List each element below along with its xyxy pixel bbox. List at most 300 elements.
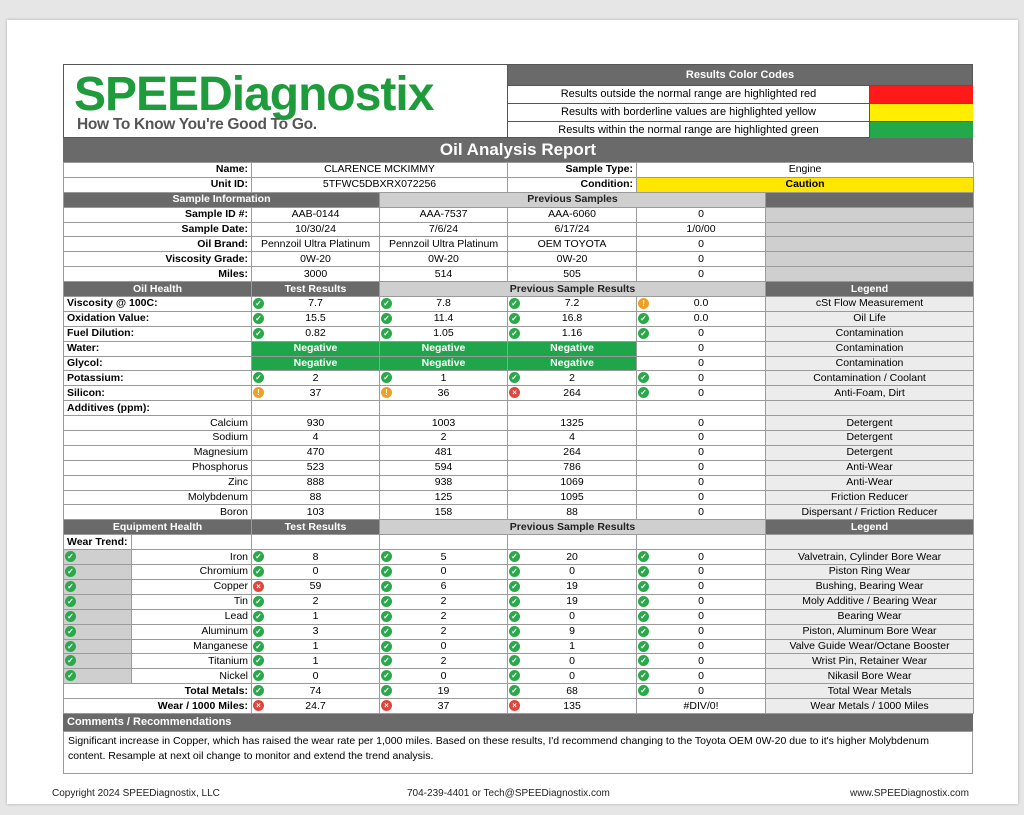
color-codes-panel	[508, 64, 973, 138]
additive-label-text: Magnesium	[193, 446, 249, 459]
sample-field-label	[64, 207, 252, 222]
sample-info-row	[64, 237, 974, 252]
sample-info-title-text: Sample Information	[172, 193, 271, 206]
sample-field-label-text: Sample ID #:	[184, 208, 249, 221]
metal-label-text: Titanium	[208, 654, 249, 667]
check-circle-icon: ✓	[253, 566, 264, 577]
metal-row	[64, 579, 974, 594]
legend-text	[766, 356, 974, 371]
legend-text-text: Contamination	[835, 357, 904, 370]
wear_rate-value	[380, 699, 508, 714]
metal-value	[637, 594, 766, 609]
legend-text-text: Anti-Wear	[846, 461, 893, 474]
oil-metric-value-text: 1.05	[433, 327, 454, 340]
sample-info-row	[64, 207, 974, 222]
metal-label-text: Chromium	[199, 565, 249, 578]
warning-circle-icon: !	[381, 387, 392, 398]
legend-text	[766, 445, 974, 460]
additive-label-text: Phosphorus	[191, 461, 249, 474]
check-circle-icon: ✓	[381, 328, 392, 339]
additive-value-text: 0	[698, 491, 704, 504]
oil-health-row	[64, 341, 974, 356]
wear_rate-label	[64, 699, 252, 714]
metal-label	[132, 565, 252, 580]
additive-value	[637, 460, 766, 475]
metal-value-text: 8	[312, 550, 319, 563]
oil-metric-value-text: Negative	[421, 342, 466, 355]
footer-copyright: Copyright 2024 SPEEDiagnostix, LLC	[52, 788, 220, 799]
wear-trend-row	[64, 535, 974, 550]
metal-value	[508, 594, 637, 609]
additive-value-text: 125	[434, 491, 453, 504]
sample-field-value	[252, 252, 380, 267]
metal-value	[637, 654, 766, 669]
info-row	[64, 177, 974, 192]
total-value	[508, 684, 637, 699]
metal-label	[132, 624, 252, 639]
additive-value-text: 594	[434, 461, 453, 474]
additive-value	[508, 490, 637, 505]
previous-samples-title	[380, 192, 766, 207]
oil-metric-value-text: 36	[437, 386, 450, 399]
legend-text-text: Moly Additive / Bearing Wear	[802, 595, 937, 608]
additives-label	[64, 401, 252, 416]
sample-field-value-text: 0	[698, 252, 704, 265]
check-circle-icon: ✓	[509, 581, 520, 592]
legend-text	[766, 684, 974, 699]
metal-value	[380, 669, 508, 684]
metal-value-text: 3	[312, 625, 319, 638]
blank-cell	[766, 401, 974, 416]
additive-value-text: 88	[566, 505, 578, 518]
additive-value-text: 0	[698, 505, 704, 518]
additive-value-text: 481	[434, 446, 453, 459]
metal-value	[508, 565, 637, 580]
oil-metric-label	[64, 341, 252, 356]
trend-status	[64, 654, 132, 669]
trend-status	[64, 565, 132, 580]
oil-metric-label-text: Fuel Dilution:	[67, 327, 135, 340]
oil-metric-value	[380, 311, 508, 326]
results-table	[63, 162, 974, 714]
check-circle-icon: ✓	[509, 626, 520, 637]
color-code-text: Results within the normal range are highlighted green	[558, 124, 819, 136]
sample-field-value-text: AAA-6060	[548, 208, 596, 221]
oil-metric-value	[508, 386, 637, 401]
sample-field-value-text: 0W-20	[428, 252, 459, 265]
metal-value-text: 2	[312, 595, 319, 608]
check-circle-icon: ✓	[253, 313, 264, 324]
check-circle-icon: ✓	[381, 655, 392, 666]
metal-row	[64, 669, 974, 684]
additive-value	[252, 431, 380, 446]
legend-text-text: Valvetrain, Cylinder Bore Wear	[797, 550, 942, 563]
legend-text	[766, 565, 974, 580]
additive-row	[64, 445, 974, 460]
metal-row	[64, 565, 974, 580]
wear_rate-value	[252, 699, 380, 714]
additive-value	[508, 475, 637, 490]
check-circle-icon: ✓	[65, 566, 76, 577]
check-circle-icon: ✓	[638, 566, 649, 577]
sample-field-value-text: AAA-7537	[419, 208, 468, 221]
total-value	[637, 684, 766, 699]
metal-row	[64, 594, 974, 609]
oil-metric-value-text: 2	[312, 371, 319, 384]
metal-label	[132, 579, 252, 594]
blank-cell	[766, 535, 974, 550]
metal-value	[637, 624, 766, 639]
wear-trend-label	[64, 535, 132, 550]
metal-value-text: 59	[309, 580, 322, 593]
check-circle-icon: ✓	[381, 313, 392, 324]
metal-value-text: 0	[312, 669, 319, 682]
additive-value	[508, 431, 637, 446]
legend-text	[766, 609, 974, 624]
check-circle-icon: ✓	[638, 387, 649, 398]
additive-value	[380, 490, 508, 505]
metal-value	[252, 624, 380, 639]
metal-row	[64, 654, 974, 669]
legend-title-text: Legend	[850, 520, 889, 533]
color-code-text: Results outside the normal range are highlighted red	[560, 88, 817, 100]
condition-label-text: Condition:	[580, 178, 634, 191]
legend-text-text: Piston Ring Wear	[828, 565, 911, 578]
oil-metric-label	[64, 297, 252, 312]
check-circle-icon: ✓	[509, 328, 520, 339]
check-circle-icon: ✓	[381, 611, 392, 622]
additive-row	[64, 460, 974, 475]
sample-field-value-text: OEM TOYOTA	[537, 237, 607, 250]
color-code-swatch	[869, 86, 973, 103]
legend-text-text: cSt Flow Measurement	[815, 297, 924, 310]
metal-row	[64, 624, 974, 639]
metal-value-text: 0	[698, 669, 704, 682]
metal-label-text: Aluminum	[201, 625, 249, 638]
additive-label-text: Molybdenum	[187, 491, 249, 504]
error-circle-icon: ×	[253, 700, 264, 711]
condition-value	[637, 177, 974, 192]
oil-metric-value	[637, 371, 766, 386]
oil-metric-value-text: 1.16	[561, 327, 583, 340]
check-circle-icon: ✓	[65, 641, 76, 652]
legend-text	[766, 326, 974, 341]
metal-value-text: 2	[440, 654, 447, 667]
oil-metric-value-text: Negative	[293, 342, 338, 355]
legend-title-text: Legend	[850, 282, 889, 295]
equipment-health-title-text: Equipment Health	[112, 520, 203, 533]
metal-value	[380, 609, 508, 624]
metal-value-text: 0	[312, 565, 319, 578]
equipment-health-title	[64, 520, 252, 535]
previous-results-title-text: Previous Sample Results	[509, 282, 636, 295]
oil-metric-value-text: Negative	[293, 357, 338, 370]
wear_rate-value	[637, 699, 766, 714]
metal-value-text: 0	[698, 580, 704, 593]
additive-value	[252, 416, 380, 431]
additive-value	[637, 505, 766, 520]
metal-value	[637, 550, 766, 565]
sample-field-value	[380, 237, 508, 252]
oil-metric-label	[64, 386, 252, 401]
metal-value	[508, 609, 637, 624]
oil-metric-value	[252, 386, 380, 401]
legend-text-text: Piston, Aluminum Bore Wear	[802, 625, 937, 638]
sample-info-row	[64, 252, 974, 267]
oil-metric-value-text: 0.0	[693, 297, 709, 310]
total-label-text: Total Metals:	[184, 684, 249, 697]
additive-value	[380, 445, 508, 460]
check-circle-icon: ✓	[381, 551, 392, 562]
additive-value	[508, 445, 637, 460]
legend-text	[766, 579, 974, 594]
check-circle-icon: ✓	[638, 313, 649, 324]
color-code-row	[508, 85, 972, 103]
additive-value-text: 158	[434, 505, 453, 518]
blank-cell	[766, 237, 974, 252]
legend-text-text: Bearing Wear	[837, 610, 902, 623]
color-code-text: Results with borderline values are highlighted yellow	[561, 106, 816, 118]
metal-value-text: 2	[440, 595, 447, 608]
check-circle-icon: ✓	[253, 626, 264, 637]
check-circle-icon: ✓	[381, 581, 392, 592]
metal-value	[252, 639, 380, 654]
additive-label	[64, 416, 252, 431]
trend-status	[64, 594, 132, 609]
metal-value	[508, 579, 637, 594]
metal-value	[380, 594, 508, 609]
oil-metric-value	[637, 326, 766, 341]
unit-value-text: 5TFWC5DBXRX072256	[322, 178, 437, 191]
metal-label	[132, 669, 252, 684]
additive-value	[252, 475, 380, 490]
oil-metric-value-text: 264	[563, 386, 581, 399]
legend-text-text: Wrist Pin, Retainer Wear	[811, 654, 928, 667]
legend-text	[766, 669, 974, 684]
check-circle-icon: ✓	[638, 670, 649, 681]
oil-metric-value	[637, 386, 766, 401]
check-circle-icon: ✓	[65, 611, 76, 622]
additive-value-text: 523	[306, 461, 325, 474]
additive-label	[64, 431, 252, 446]
additive-value	[380, 460, 508, 475]
additive-row	[64, 505, 974, 520]
additive-value-text: 1325	[560, 416, 584, 429]
test-results-title-text: Test Results	[284, 520, 347, 533]
legend-text	[766, 475, 974, 490]
additive-value-text: 1069	[560, 476, 584, 489]
oil-metric-value	[508, 356, 637, 371]
oil-health-row	[64, 386, 974, 401]
legend-text	[766, 311, 974, 326]
additive-value-text: 938	[434, 476, 453, 489]
metal-value	[637, 579, 766, 594]
check-circle-icon: ✓	[65, 670, 76, 681]
check-circle-icon: ✓	[638, 596, 649, 607]
additive-value-text: 1095	[560, 491, 584, 504]
metal-value	[380, 639, 508, 654]
sample-field-value-text: Pennzoil Ultra Platinum	[260, 237, 371, 250]
test-results-title	[252, 520, 380, 535]
unit-label	[64, 177, 252, 192]
test-results-title-text: Test Results	[284, 282, 347, 295]
legend-text-text: Anti-Wear	[846, 476, 893, 489]
oil-metric-value	[380, 326, 508, 341]
check-circle-icon: ✓	[253, 685, 264, 696]
color-code-swatch	[869, 104, 973, 121]
sample-field-value	[508, 207, 637, 222]
oil-metric-value-text: 11.4	[433, 312, 454, 325]
wear_rate-label-text: Wear / 1000 Miles:	[157, 699, 249, 712]
check-circle-icon: ✓	[253, 670, 264, 681]
metal-value	[637, 565, 766, 580]
check-circle-icon: ✓	[638, 328, 649, 339]
sample-field-value-text: 0	[698, 208, 704, 221]
condition-label	[508, 177, 637, 192]
additive-value	[508, 505, 637, 520]
check-circle-icon: ✓	[509, 641, 520, 652]
previous-results-title	[380, 282, 766, 297]
sample-field-value	[637, 237, 766, 252]
additive-value-text: 103	[306, 505, 325, 518]
additive-value-text: 4	[569, 431, 575, 444]
trend-status	[64, 579, 132, 594]
sample-field-label-text: Oil Brand:	[197, 237, 249, 250]
metal-value-text: 0	[698, 639, 704, 652]
oil-metric-value-text: 15.5	[305, 312, 326, 325]
legend-text-text: Total Wear Metals	[827, 684, 912, 697]
blank-cell	[766, 207, 974, 222]
sample-field-value	[637, 222, 766, 237]
additive-value	[380, 416, 508, 431]
metal-value-text: 5	[440, 550, 447, 563]
check-circle-icon: ✓	[65, 655, 76, 666]
legend-title	[766, 282, 974, 297]
oil-metric-value	[508, 297, 637, 312]
check-circle-icon: ✓	[253, 551, 264, 562]
check-circle-icon: ✓	[638, 685, 649, 696]
additive-value	[380, 431, 508, 446]
legend-text-text: Anti-Foam, Dirt	[834, 386, 905, 399]
blank-cell	[380, 535, 508, 550]
oil-metric-value-text: Negative	[550, 342, 594, 355]
sample-field-value-text: 10/30/24	[295, 223, 336, 235]
sample-field-value-text: 0	[698, 237, 704, 250]
additive-value-text: 0	[698, 461, 704, 474]
sample-field-value	[637, 267, 766, 282]
check-circle-icon: ✓	[381, 626, 392, 637]
check-circle-icon: ✓	[509, 685, 520, 696]
metal-value-text: 1	[312, 654, 319, 667]
oil-metric-value-text: 0	[698, 386, 704, 399]
oil-metric-value-text: 0	[698, 327, 704, 340]
sample-info-title	[64, 192, 380, 207]
sample-field-value-text: AAB-0144	[291, 208, 340, 221]
sample-field-value	[508, 267, 637, 282]
oil-metric-value	[508, 371, 637, 386]
metal-value-text: 19	[566, 580, 578, 593]
additive-label	[64, 490, 252, 505]
trend-status	[64, 609, 132, 624]
color-codes-title: Results Color Codes	[508, 65, 972, 85]
check-circle-icon: ✓	[638, 372, 649, 383]
metal-value	[508, 654, 637, 669]
comments-text: Significant increase in Copper, which has raised the wear rate per 1,000 miles. Based on these results, I'd recommend changing to the Toyota OEM 0W-20 due to it's higher Molybdenum content. Resample at next oil change to monitor and extend the trend analysis.	[63, 731, 973, 774]
legend-text-text: Bushing, Bearing Wear	[815, 580, 924, 593]
oil-metric-value	[380, 341, 508, 356]
name-value-text: CLARENCE MCKIMMY	[324, 163, 435, 176]
oil-metric-label-text: Glycol:	[67, 357, 103, 370]
blank-cell	[508, 401, 637, 416]
metal-value-text: 0	[698, 610, 704, 623]
metal-label	[132, 654, 252, 669]
metal-value	[637, 639, 766, 654]
metal-value-text: 0	[440, 565, 447, 578]
metal-value-text: 0	[698, 550, 704, 563]
oil-metric-value-text: 2	[569, 371, 575, 384]
metal-value-text: 0	[440, 639, 447, 652]
report-title: Oil Analysis Report	[63, 138, 973, 162]
sample-field-value	[380, 267, 508, 282]
check-circle-icon: ✓	[381, 685, 392, 696]
header-blank	[766, 192, 974, 207]
oil-metric-value-text: 16.8	[561, 312, 583, 325]
brand-tagline: How To Know You're Good To Go.	[77, 116, 317, 133]
check-circle-icon: ✓	[509, 566, 520, 577]
metal-value-text: 2	[440, 610, 447, 623]
oil-metric-value-text: 7.2	[564, 297, 580, 310]
blank-cell	[508, 535, 637, 550]
metal-value-text: 19	[566, 595, 578, 608]
sample-field-value	[252, 267, 380, 282]
total-value-text: 74	[309, 684, 322, 697]
oil-metric-value-text: 7.7	[308, 297, 323, 310]
legend-text-text: Wear Metals / 1000 Miles	[810, 699, 929, 712]
check-circle-icon: ✓	[65, 551, 76, 562]
oil-metric-value-text: Negative	[550, 357, 594, 370]
sample-field-value	[252, 237, 380, 252]
blank-cell	[252, 401, 380, 416]
oil-metric-value	[380, 297, 508, 312]
footer-website: www.SPEEDiagnostix.com	[850, 788, 969, 799]
legend-text-text: Detergent	[846, 416, 893, 429]
error-circle-icon: ×	[509, 387, 520, 398]
metal-label	[132, 609, 252, 624]
oil-metric-value	[252, 341, 380, 356]
legend-text	[766, 416, 974, 431]
additive-value	[637, 431, 766, 446]
sample-field-value	[252, 222, 380, 237]
sample-field-value-text: 505	[563, 267, 581, 280]
oil-health-row	[64, 371, 974, 386]
legend-text	[766, 431, 974, 446]
trend-status	[64, 624, 132, 639]
additive-value-text: 930	[306, 416, 325, 429]
wear_rate-value-text: 135	[563, 699, 581, 712]
warning-circle-icon: !	[638, 298, 649, 309]
wear_rate-value	[508, 699, 637, 714]
sample-field-value-text: 0W-20	[300, 252, 331, 265]
additive-value-text: 888	[306, 476, 325, 489]
additive-value	[508, 460, 637, 475]
sample-field-value	[637, 207, 766, 222]
check-circle-icon: ✓	[638, 581, 649, 592]
sample-type-value-text: Engine	[788, 163, 822, 176]
check-circle-icon: ✓	[253, 611, 264, 622]
metal-row	[64, 609, 974, 624]
sample-field-value	[252, 207, 380, 222]
oil-metric-label	[64, 371, 252, 386]
